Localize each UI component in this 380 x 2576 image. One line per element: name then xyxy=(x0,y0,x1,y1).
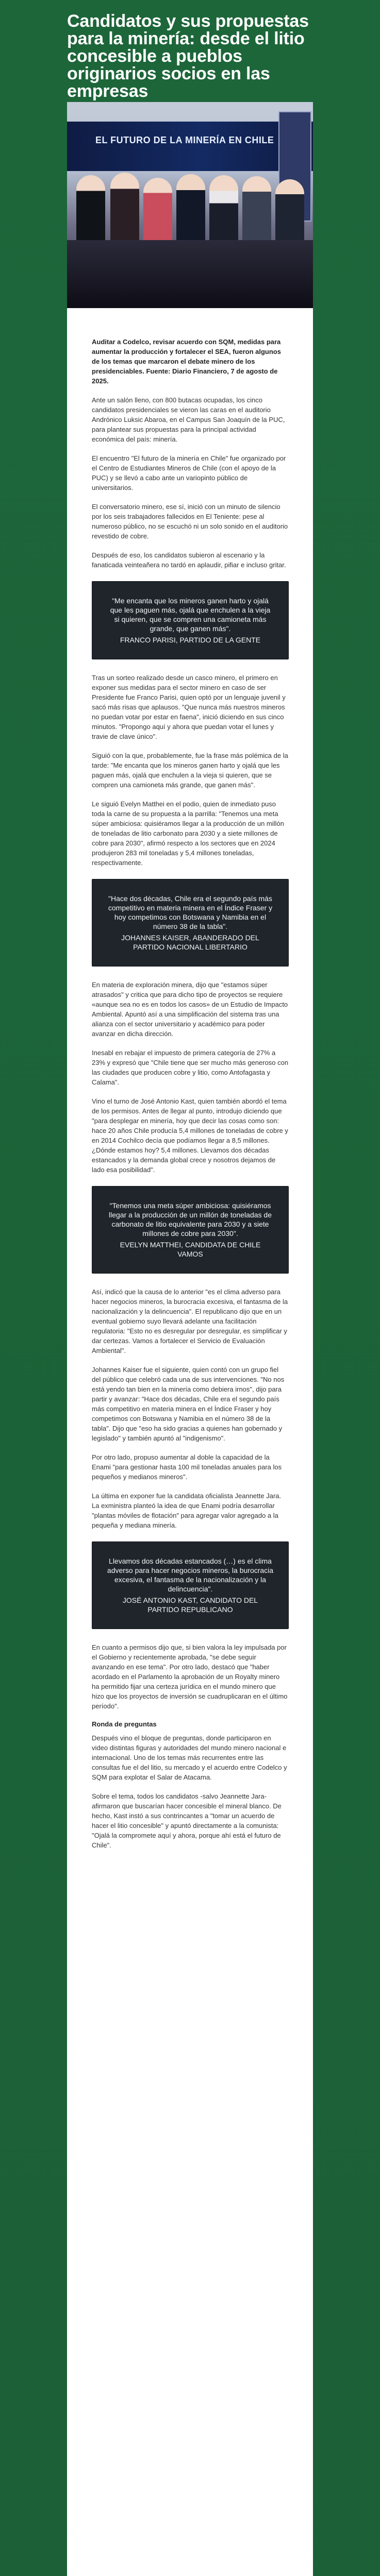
pull-quote xyxy=(92,879,289,967)
page-title: Candidatos y sus propuestas para la minería: desde el litio concesible a pueblos originarios socios en las empresas xyxy=(67,11,309,101)
pull-quote-attribution: JOSÉ ANTONIO KAST, CANDIDATO DEL PARTIDO REPUBLICANO xyxy=(122,1596,258,1614)
article-paragraph: Después de eso, los candidatos subieron al escenario y la fanaticada veinteañera no tardó en aplaudir, pifiar e incluso gritar. xyxy=(92,551,286,569)
article-paragraph: El conversatorio minero, ese sí, inició con un minuto de silencio por los seis trabajadores fallecidos en El Teniente: pese al numeroso público, no se escuchó ni un solo sonido en el auditorio revestido de cobre. xyxy=(92,503,288,540)
article-paragraph: Vino el turno de José Antonio Kast, quien también abordó el tema de los permisos. Antes de llegar al punto, introdujo diciendo que "para desplegar en minería, hoy que decir las cosas como son: hace 20 años Chile producía 5,4 millones de toneladas de cobre y en 2014 Cochilco decía que podíamos llegar a 8,5 millones. ¿Dónde estamos hoy? 5,4 millones. Llevamos dos décadas estancados y la demanda global crece y nosotros dejamos de lado esa posibilidad". xyxy=(92,1097,288,1174)
hero-banner xyxy=(67,122,313,171)
article-paragraph: En cuanto a permisos dijo que, si bien valora la ley impulsada por el Gobierno y recientemente aprobada, "se debe seguir avanzando en ese tema". Por otro lado, destacó que "haber acordado en el Parlamento la aprobación de un Royalty minero ha permitido fijar una certeza jurídica en el mundo minero que hizo que los proyectos de inversión se cuadruplicaran en el último período". xyxy=(92,1643,288,1710)
article-paragraph: Así, indicó que la causa de lo anterior "es el clima adverso para hacer negocios mineros, la burocracia excesiva, el fantasma de la nacionalización y la delincuencia". El republicano dijo que en un eventual gobierno suyo llevará adelante una facilitación regulatoria: "Esto no es desregular por desregular, es simplificar y dar certezas. Vamos a fortalecer el Servicio de Evaluación Ambiental". xyxy=(92,1288,288,1354)
section-title: Ronda de preguntas xyxy=(92,1720,157,1728)
article-paragraph: En materia de exploración minera, dijo que "estamos súper atrasados" y critica que para dicho tipo de proyectos se requiere «aunque sea no es en todos los casos» de un Estudio de Impacto Ambiental. Apuntó así a una simplificación del sistema tras una alianza con el sector universitario y académico para poder avanzar en dicha dirección. xyxy=(92,981,288,1038)
pull-quote-text: Llevamos dos décadas estancados (…) es el clima adverso para hacer negocios mineros, la burocracia excesiva, el fantasma de la nacionalización y la delincuencia". xyxy=(107,1557,274,1593)
article-paragraph: Siguió con la que, probablemente, fue la frase más polémica de la tarde: "Me encanta que los mineros ganen harto y ojalá que les paguen más, ojalá que enchulen a la vieja si quieren, que se compren una camioneta más grande, que ganen más". xyxy=(92,752,288,789)
pull-quote-attribution: FRANCO PARISI, PARTIDO DE LA GENTE xyxy=(120,636,261,644)
pull-quote-attribution: EVELYN MATTHEI, CANDIDATA DE CHILE VAMOS xyxy=(120,1241,261,1258)
article-paragraph: El encuentro "El futuro de la minería en Chile" fue organizado por el Centro de Estudiantes Mineros de Chile (con el apoyo de la PUC) y se llevó a cabo ante un variopinto público de universitarios. xyxy=(92,454,286,492)
pull-quote-text: "Hace dos décadas, Chile era el segundo país más competitivo en materia minera en el Índice Fraser y hoy competimos con Botswana y Namibia en el número 38 de la tabla". xyxy=(108,894,273,930)
pull-quote xyxy=(92,1541,289,1629)
article-paragraph: Tras un sorteo realizado desde un casco minero, el primero en exponer sus medidas para el sector minero en caso de ser Presidente fue Franco Parisi, quien optó por un lenguaje juvenil y sacó más risas que aplausos. "Que nunca más nuestros mineros no puedan votar por estar en faena", inició diciendo en sus cinco minutos. "Propongo aquí y ahora que puedan votar el lunes y travie de clave único". xyxy=(92,674,286,740)
hero-table xyxy=(67,240,313,308)
article-paragraph: Johannes Kaiser fue el siguiente, quien contó con un grupo fiel del público que celebró cada una de sus intervenciones. "No nos está yendo tan bien en la minería como debiera irnos", dijo para partir y avanzar: "Hace dos décadas, Chile era el segundo país más competitivo en materia minera en el Índice Fraser y hoy competimos con Botswana y Namibia en el número 38 de la tabla". Dijo que "eso ha sido gracias a quienes han gobernado y legislado" y también apuntó al "indigenismo". xyxy=(92,1366,285,1442)
pull-quote xyxy=(92,581,289,659)
header xyxy=(0,0,380,100)
article-paragraph: Ante un salón lleno, con 800 butacas ocupadas, los cinco candidatos presidenciales se vieron las caras en el auditorio Andrónico Luksic Abaroa, en el Campus San Joaquín de la PUC, para plantear sus propuestas para la principal actividad económica del país: minería. xyxy=(92,396,285,443)
hero-image xyxy=(67,102,313,308)
article-card xyxy=(67,102,313,2576)
hero-banner-text: EL FUTURO DE LA MINERÍA EN CHILE xyxy=(95,135,274,145)
article-paragraph: Después vino el bloque de preguntas, donde participaron en video distintas figuras y autoridades del mundo minero nacional e internacional. Uno de los temas más recurrentes entre las consultas fue el del litio, su mercado y el acuerdo entre Codelco y SQM para explotar el Salar de Atacama. xyxy=(92,1734,287,1781)
article-paragraph: Por otro lado, propuso aumentar al doble la capacidad de la Enami "para gestionar hasta 100 mil toneladas anuales para los pequeños y medianos mineros". xyxy=(92,1453,282,1481)
pull-quote-text: "Me encanta que los mineros ganen harto y ojalá que les paguen más, ojalá que enchulen a la vieja si quieren, que se compren una camioneta más grande, que ganen más". xyxy=(110,597,271,633)
pull-quote-text: "Tenemos una meta súper ambiciosa: quisiéramos llegar a la producción de un millón de toneladas de carbonato de litio equivalente para 2030 y a siete millones de cobre para 2030". xyxy=(109,1201,272,1238)
article-paragraph: La última en exponer fue la candidata oficialista Jeannette Jara. La exministra planteó la idea de que Enami podría desarrollar "plantas móviles de flotación" para agregar valor agregado a la pequeña y mediana minería. xyxy=(92,1492,282,1529)
article-paragraph: Inesabl en rebajar el impuesto de primera categoría de 27% a 23% y expresó que "Chile tiene que ser mucho más generoso con las ciudades que producen cobre y litio, como Antofagasta y Calama". xyxy=(92,1049,289,1086)
article-content xyxy=(92,337,289,1859)
article-lead: Auditar a Codelco, revisar acuerdo con SQM, medidas para aumentar la producción y fortalecer el SEA, fueron algunos de los temas que marcaron el debate minero de los presidenciables. Fuente: Diario Financiero, 7 de agosto de 2025. xyxy=(92,338,281,385)
pull-quote-attribution: JOHANNES KAISER, ABANDERADO DEL PARTIDO NACIONAL LIBERTARIO xyxy=(121,934,259,951)
pull-quote xyxy=(92,1186,289,1274)
article-paragraph: Le siguió Evelyn Matthei en el podio, quien de inmediato puso toda la carne de su propuesta a la parrilla: "Tenemos una meta súper ambiciosa: quisiéramos llegar a la producción de un millón de toneladas de litio carbonato para 2030 y a siete millones de cobre para 2030", afirmó respecto a los sectores que en 2024 produjeron 283 mil toneladas y 5,4 millones toneladas, respectivamente. xyxy=(92,800,284,867)
article-paragraph: Sobre el tema, todos los candidatos -salvo Jeannette Jara- afirmaron que buscarían hacer concesible el mineral blanco. De hecho, Kast instó a sus contrincantes a "tomar un acuerdo de hacer el litio concesible" y apuntó directamente a la comunista: "Ojalá la compromete aquí y ahora, porque ahí está el futuro de Chile". xyxy=(92,1792,282,1849)
